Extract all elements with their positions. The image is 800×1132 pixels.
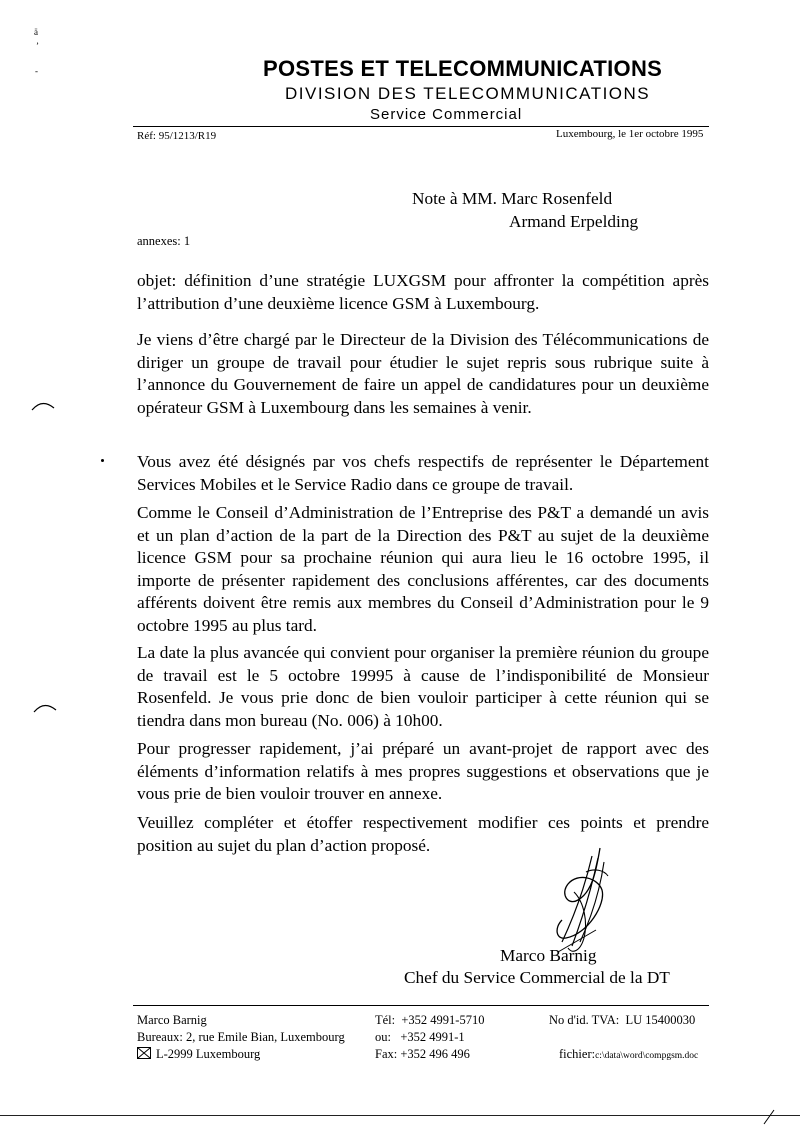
envelope-icon — [137, 1047, 151, 1059]
body-paragraph: Veuillez compléter et étoffer respectivement modifier ces points et prendre position au sujet du plan d’action proposé. — [137, 813, 709, 855]
vat-number: No d'id. TVA: LU 15400030 — [549, 1013, 696, 1027]
file-label: fichier: — [559, 1047, 596, 1061]
letter-date: Luxembourg, le 1er octobre 1995 — [556, 128, 704, 140]
margin-mark: ä — [34, 27, 38, 37]
subject-paragraph: objet: définition d’une stratégie LUXGSM pour affronter la compétition après l’attribution d’une deuxième licence GSM à Luxembourg. — [137, 271, 709, 313]
speck — [101, 459, 104, 462]
service-name: Service Commercial — [370, 106, 523, 123]
margin-mark: ʼ — [36, 41, 39, 51]
signatory-name: Marco Barnig — [500, 946, 597, 965]
footer-office: Bureaux: 2, rue Emile Bian, Luxembourg — [137, 1030, 345, 1044]
org-name: POSTES ET TELECOMMUNICATIONS — [263, 56, 663, 81]
footer-fax: Fax: +352 496 496 — [375, 1047, 470, 1061]
body-paragraph: Je viens d’être chargé par le Directeur de la Division des Télécommunications de diriger un groupe de travail pour étudier le sujet repris sous rubrique suite à l’annonce du Gouvernement de faire un appel de candidatures pour un deuxième opérateur GSM à Luxembourg dans les semaines à venir. — [137, 330, 709, 417]
body-paragraph: La date la plus avancée qui convient pour organiser la première réunion du groupe de travail est le 5 octobre 19995 à cause de l’indisponibilité de Monsieur Rosenfeld. Je vous prie donc de bien vouloir participer à cette réunion qui se tiendra dans mon bureau (No. 006) à 10h00. — [137, 643, 709, 730]
annexes: annexes: 1 — [137, 234, 191, 248]
file-reference — [559, 1046, 698, 1065]
body-paragraph: Comme le Conseil d’Administration de l’Entreprise des P&T a demandé un avis et un plan d’action de la part de la Direction des P&T au sujet de la deuxième licence GSM pour sa prochaine réunion qui aura lieu le 16 octobre 1995, il importe de présenter rapidement des conclusions afférentes, car des documents afférents doivent être remis aux membres du Conseil d’Administration pour le 9 octobre 1995 au plus tard. — [137, 503, 709, 635]
body-paragraph: Vous avez été désignés par vos chefs respectifs de représenter le Département Services Mobiles et le Service Radio dans ce groupe de travail. — [137, 452, 709, 494]
division-name: DIVISION DES TELECOMMUNICATIONS — [285, 84, 651, 103]
file-path: c:\data\word\compgsm.doc — [595, 1051, 699, 1061]
corner-mark — [760, 1106, 780, 1126]
postal-address: L-2999 Luxembourg — [156, 1047, 261, 1061]
addressee-line-1: Note à MM. Marc Rosenfeld — [412, 189, 613, 208]
addressee-line-2: Armand Erpelding — [509, 212, 639, 231]
punch-mark — [30, 398, 56, 412]
footer-phone: Tél: +352 4991-5710 — [375, 1013, 485, 1027]
scan-edge-line — [0, 1115, 800, 1116]
footer-name: Marco Barnig — [137, 1013, 207, 1027]
signatory-title: Chef du Service Commercial de la DT — [404, 968, 670, 987]
reference: Réf: 95/1213/R19 — [137, 130, 217, 142]
footer-phone-alt: ou: +352 4991-1 — [375, 1030, 465, 1044]
body-paragraph: Pour progresser rapidement, j’ai préparé un avant-projet de rapport avec des éléments d’information relatifs à mes propres suggestions et observations que je vous prie de bien vouloir trouver en annexe. — [137, 739, 709, 804]
header-rule — [133, 126, 709, 127]
punch-mark — [32, 700, 58, 714]
footer-postal — [137, 1046, 260, 1063]
footer-rule — [133, 1005, 709, 1006]
margin-mark: - — [35, 66, 38, 76]
